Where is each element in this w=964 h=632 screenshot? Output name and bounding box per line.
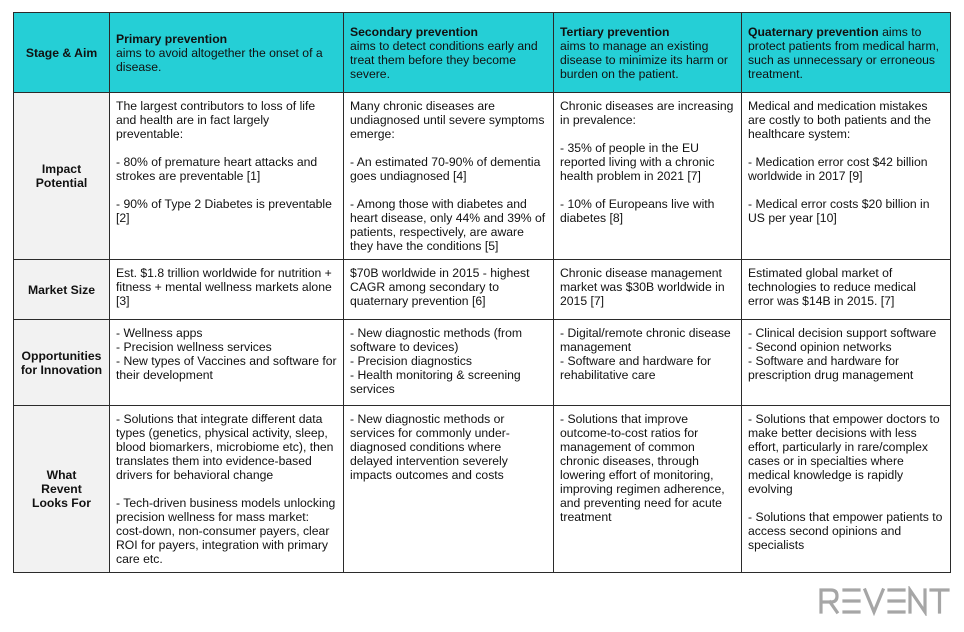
- table-row: [14, 260, 951, 320]
- table-cell: Estimated global market of technologies to reduce medical error was $14B in 2015. [7]: [742, 260, 951, 320]
- header-quaternary: [742, 13, 951, 93]
- row-label: Opportunities for Innovation: [14, 320, 110, 406]
- header-aim: aims to manage an existing disease to minimize its harm or burden on the patient.: [560, 38, 728, 81]
- table-cell: The largest contributors to loss of life and health are in fact largely preventable: - 80% of premature heart attacks and strokes are preventable [1] - 90% of Type 2 Diabetes is preventable [2]: [110, 93, 344, 260]
- table-cell: - New diagnostic methods (from software to devices) - Precision diagnostics - Health monitoring & screening services: [344, 320, 554, 406]
- row-label: Impact Potential: [14, 93, 110, 260]
- table-cell: Chronic diseases are increasing in prevalence: - 35% of people in the EU reported living with a chronic health problem in 2021 [7] - 10% of Europeans live with diabetes [8]: [554, 93, 742, 260]
- header-secondary: [344, 13, 554, 93]
- table-cell: - Clinical decision support software - Second opinion networks - Software and hardware for prescription drug management: [742, 320, 951, 406]
- table-cell: Est. $1.8 trillion worldwide for nutrition + fitness + mental wellness markets alone [3]: [110, 260, 344, 320]
- header-tertiary: [554, 13, 742, 93]
- table-cell: - Solutions that integrate different data types (genetics, physical activity, sleep, blood biomarkers, microbiome etc), then translates them into evidence-based drivers for behavioral change - Tech-driven business models unlocking precision wellness for mass market: cost-down, non-consumer payers, clear ROI for payers, integration with primary care etc.: [110, 406, 344, 573]
- table-cell: - Solutions that empower doctors to make better decisions with less effort, particularly in rare/complex cases or in specialties where medical knowledge is rapidly evolving - Solutions that empower patients to access second opinions and specialists: [742, 406, 951, 573]
- row-label: Market Size: [14, 260, 110, 320]
- header-title: Tertiary prevention: [560, 24, 670, 39]
- table-cell: - Solutions that improve outcome-to-cost ratios for management of common chronic diseases, through lowering effort of monitoring, improving regimen adherence, and preventing need for acute treatment: [554, 406, 742, 573]
- table-cell: Medical and medication mistakes are costly to both patients and the healthcare system: - Medication error cost $42 billion worldwide in 2017 [9] - Medical error costs $20 billion in US per year [10]: [742, 93, 951, 260]
- header-title: Secondary prevention: [350, 24, 479, 39]
- row-label: What Revent Looks For: [14, 406, 110, 573]
- header-row: [14, 13, 951, 93]
- table-cell: - Wellness apps - Precision wellness services - New types of Vaccines and software for their development: [110, 320, 344, 406]
- prevention-table: [13, 12, 951, 573]
- table-cell: - Digital/remote chronic disease management - Software and hardware for rehabilitative care: [554, 320, 742, 406]
- revent-logo: [818, 586, 950, 616]
- table-cell: Many chronic diseases are undiagnosed until severe symptoms emerge: - An estimated 70-90% of dementia goes undiagnosed [4] - Among those with diabetes and heart disease, only 44% and 39% of patients, respectively, are aware they have the conditions [5]: [344, 93, 554, 260]
- table-row: [14, 320, 951, 406]
- header-title: Primary prevention: [116, 31, 228, 46]
- header-aim: aims to avoid altogether the onset of a disease.: [116, 45, 323, 74]
- header-primary: [110, 13, 344, 93]
- table-cell: Chronic disease management market was $30B worldwide in 2015 [7]: [554, 260, 742, 320]
- table-cell: $70B worldwide in 2015 - highest CAGR among secondary to quaternary prevention [6]: [344, 260, 554, 320]
- header-aim: aims to detect conditions early and treat them before they become severe.: [350, 38, 538, 81]
- table-cell: - New diagnostic methods or services for commonly under-diagnosed conditions where delayed intervention severely impacts outcomes and costs: [344, 406, 554, 573]
- header-title: Quaternary prevention: [748, 24, 879, 39]
- header-aim: aims to protect patients from medical harm, such as unnecessary or erroneous treatment.: [748, 24, 940, 81]
- stage-aim-header: Stage & Aim: [14, 13, 110, 93]
- table-row: [14, 93, 951, 260]
- table-row: [14, 406, 951, 573]
